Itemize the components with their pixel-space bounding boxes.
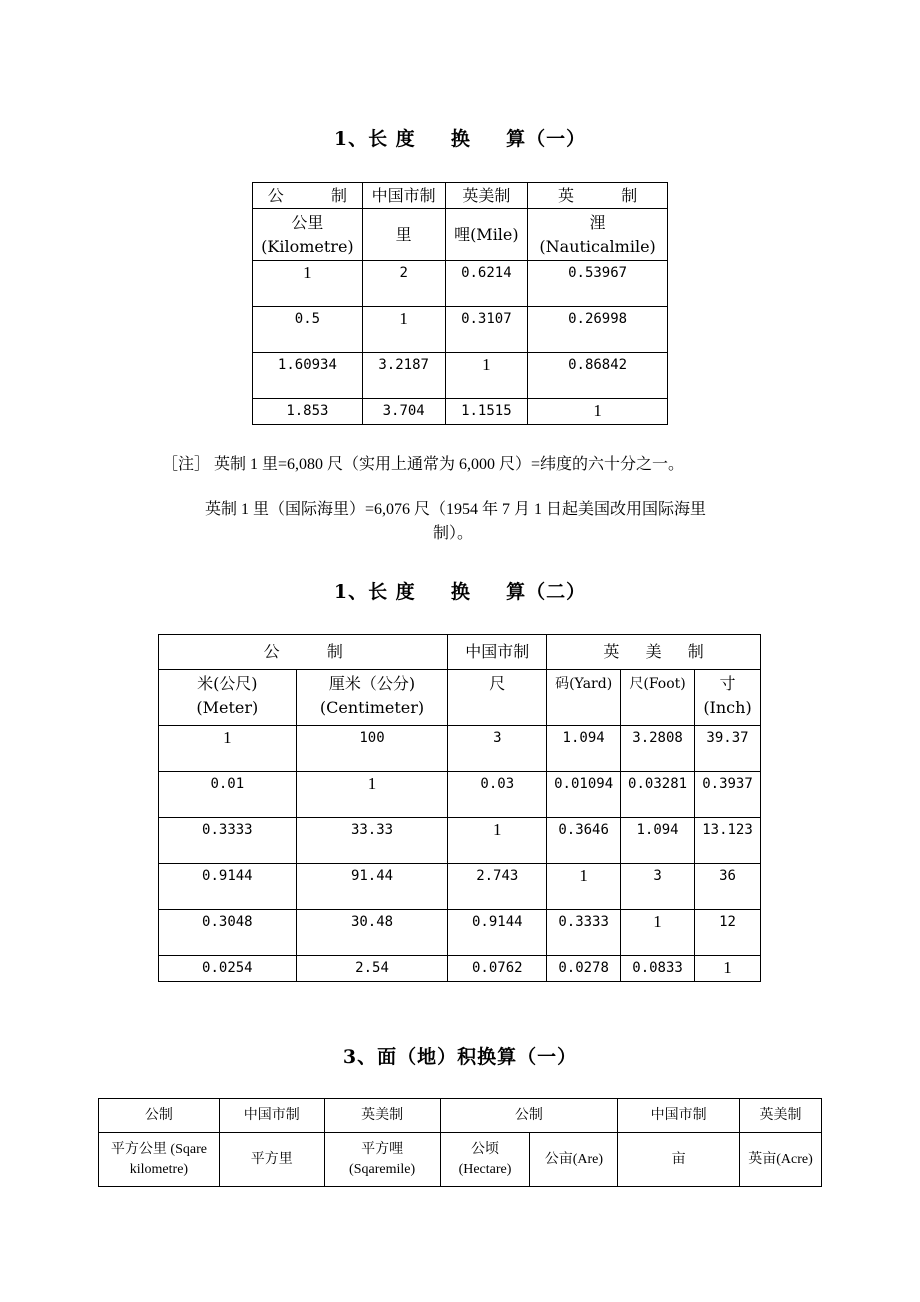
- length-table-1: [252, 182, 668, 425]
- header-chinese-2: 中国市制: [618, 1099, 740, 1133]
- header-metric-2: 公制: [440, 1099, 618, 1133]
- header-anglo-american-2: 英美制: [740, 1099, 822, 1133]
- header-chinese: 中国市制: [448, 635, 547, 670]
- table-row: 1.853 3.704 1.1515 1: [253, 399, 668, 425]
- unit-hectare: 公顷 (Hectare): [440, 1133, 530, 1187]
- length-table-2: [158, 634, 761, 982]
- header-metric: 公 制: [159, 635, 448, 670]
- table-row: 0.5 1 0.3107 0.26998: [253, 307, 668, 353]
- note-line-1: ［注］ 英制 1 里=6,080 尺（实用上通常为 6,000 尺）=纬度的六十分之一。: [162, 456, 685, 473]
- note-line-3: 制）。: [433, 525, 474, 542]
- unit-meter: 米(公尺) (Meter): [159, 670, 297, 726]
- table-row: 0.0254 2.54 0.0762 0.0278 0.0833 1: [159, 956, 761, 982]
- unit-square-kilometre: 平方公里 (Sqare kilometre): [99, 1133, 220, 1187]
- unit-mu: 亩: [618, 1133, 740, 1187]
- area-table-1: [98, 1098, 822, 1187]
- table-row: 1 2 0.6214 0.53967: [253, 261, 668, 307]
- section2-title: 1、长 度 换 算（二）: [333, 581, 587, 603]
- unit-square-li: 平方里: [219, 1133, 324, 1187]
- header-chinese: 中国市制: [219, 1099, 324, 1133]
- unit-kilometre: 公里 (Kilometre): [253, 209, 363, 261]
- unit-are: 公亩(Are): [530, 1133, 618, 1187]
- header-metric: 公 制: [253, 183, 363, 209]
- table-row: 0.3048 30.48 0.9144 0.3333 1 12: [159, 910, 761, 956]
- header-chinese: 中国市制: [362, 183, 445, 209]
- unit-inch: 寸 (Inch): [695, 670, 761, 726]
- note-line-2: 英制 1 里（国际海里）=6,076 尺（1954 年 7 月 1 日起美国改用国际海里: [205, 501, 707, 518]
- unit-nautical-mile: 浬 (Nauticalmile): [528, 209, 668, 261]
- unit-square-mile: 平方哩 (Sqaremile): [324, 1133, 440, 1187]
- unit-chi: 尺: [448, 670, 547, 726]
- unit-mile: 哩(Mile): [445, 209, 528, 261]
- section3-title: 3、面（地）积换算（一）: [342, 1046, 578, 1068]
- header-metric: 公制: [99, 1099, 220, 1133]
- unit-foot: 尺(Foot): [621, 670, 695, 726]
- unit-yard: 码(Yard): [547, 670, 621, 726]
- table-row: 0.9144 91.44 2.743 1 3 36: [159, 864, 761, 910]
- table-row: 1.60934 3.2187 1 0.86842: [253, 353, 668, 399]
- header-anglo-american: 英美制: [445, 183, 528, 209]
- unit-acre: 英亩(Acre): [740, 1133, 822, 1187]
- header-anglo-american: 英美制: [324, 1099, 440, 1133]
- section1-title: 1、长 度 换 算（一）: [333, 128, 587, 150]
- table-row: 1 100 3 1.094 3.2808 39.37: [159, 726, 761, 772]
- table-row: 0.01 1 0.03 0.01094 0.03281 0.3937: [159, 772, 761, 818]
- unit-centimeter: 厘米（公分) (Centimeter): [296, 670, 448, 726]
- unit-li: 里: [362, 209, 445, 261]
- header-anglo-american: 英 美 制: [547, 635, 761, 670]
- table-row: 0.3333 33.33 1 0.3646 1.094 13.123: [159, 818, 761, 864]
- header-british: 英 制: [528, 183, 668, 209]
